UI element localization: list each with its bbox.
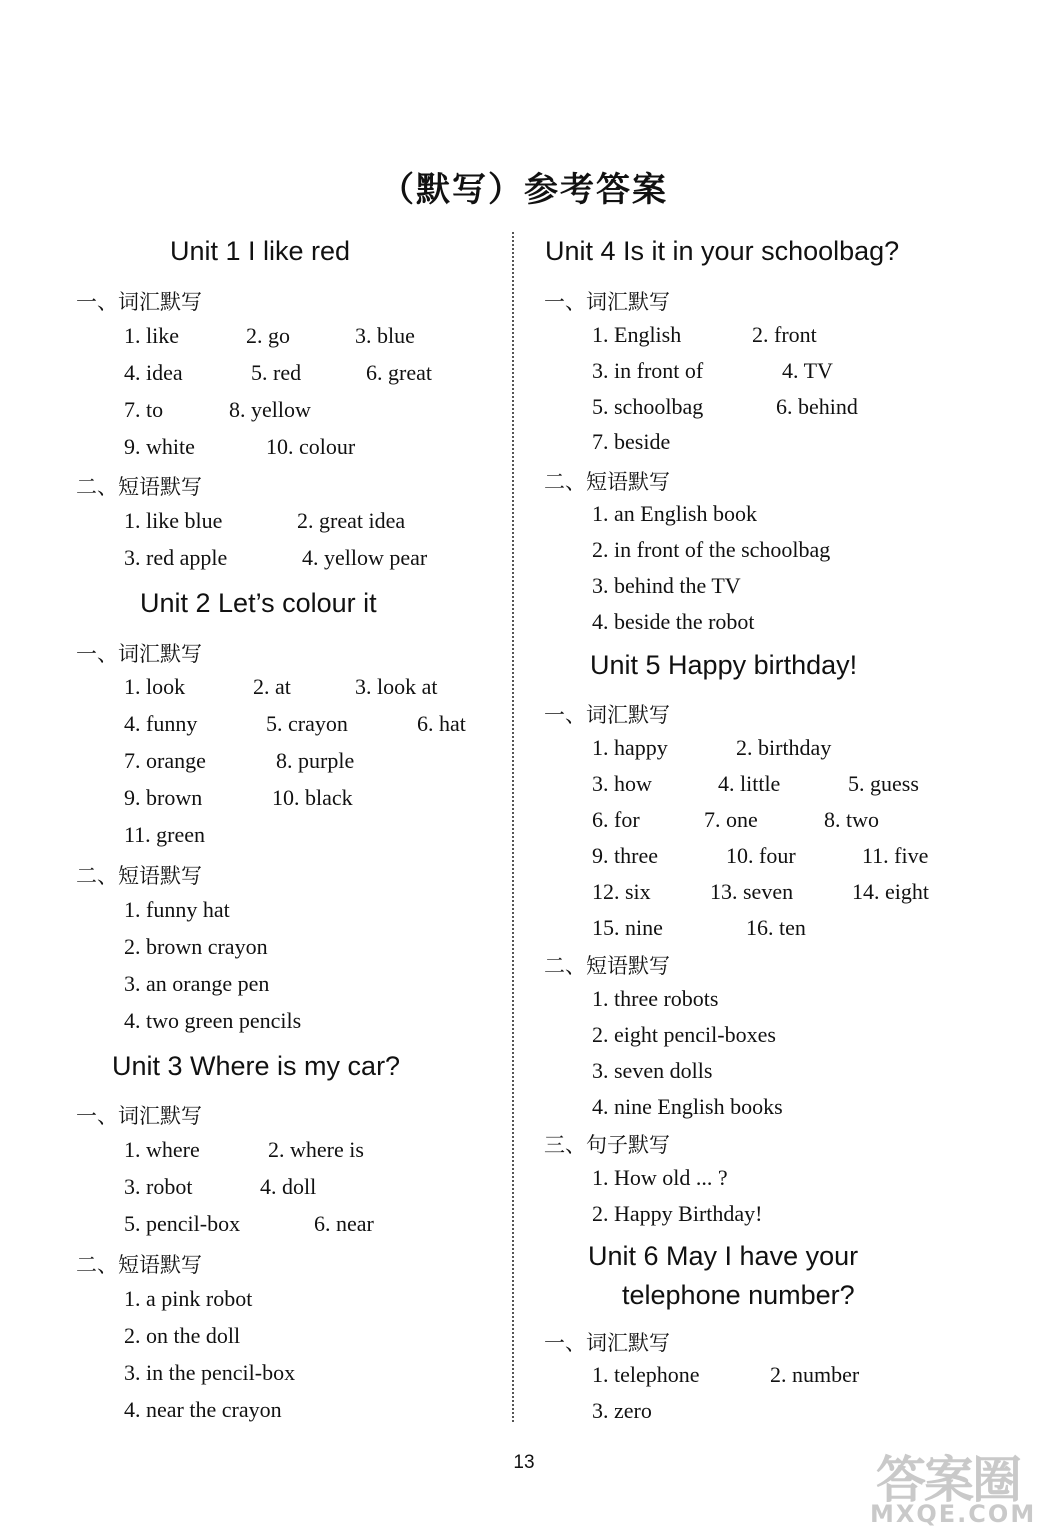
phrase-item: 4. two green pencils [124,1008,302,1033]
vocab-item: 13. seven [710,879,794,904]
vocab-item: 11. green [124,822,206,847]
vocab-item: 9. brown [124,785,203,810]
phrase-item: 4. beside the robot [592,609,755,634]
unit-5-sentence-heading: 三、句子默写 [544,1133,670,1157]
phrase-item: 2. on the doll [124,1323,241,1348]
vocab-item: 4. doll [260,1174,317,1199]
unit-3-title: Unit 3 Where is my car? [112,1051,401,1081]
vocab-item: 8. two [824,807,879,832]
unit-3-vocab-heading: 一、词汇默写 [76,1104,202,1128]
vocab-item: 9. white [124,434,195,459]
vocab-item: 7. to [124,397,164,422]
vocab-item: 8. yellow [229,397,311,422]
phrase-item: 2. in front of the schoolbag [592,537,831,562]
unit-6-title-continued: telephone number? [622,1280,855,1310]
phrase-item: 1. an English book [592,501,757,526]
unit-4-phrase-heading: 二、短语默写 [544,470,670,494]
phrase-item: 3. behind the TV [592,573,741,598]
page-number: 13 [513,1452,535,1473]
vocab-item: 4. idea [124,360,183,385]
phrase-item: 4. yellow pear [302,545,428,570]
vocab-item: 7. orange [124,748,206,773]
vocab-item: 7. one [704,807,758,832]
vocab-item: 2. at [253,674,291,699]
phrase-item: 4. near the crayon [124,1397,282,1422]
vocab-item: 8. purple [276,748,355,773]
watermark-url: MXQE.COM [870,1500,1037,1528]
vocab-item: 9. three [592,843,658,868]
unit-1-title: Unit 1 I like red [170,236,351,266]
unit-1-vocab-heading: 一、词汇默写 [76,290,202,314]
vocab-item: 2. where is [268,1137,364,1162]
vocab-item: 14. eight [852,879,929,904]
vocab-item: 3. blue [355,323,415,348]
vocab-item: 3. look at [355,674,438,699]
phrase-item: 1. funny hat [124,897,230,922]
page-title: （默写）参考答案 [380,170,668,210]
vocab-item: 6. for [592,807,640,832]
vocab-item: 2. number [770,1362,860,1387]
unit-1-phrase-heading: 二、短语默写 [76,475,202,499]
vocab-item: 1. happy [592,735,668,760]
phrase-item: 2. eight pencil-boxes [592,1022,776,1047]
phrase-item: 2. great idea [297,508,406,533]
vocab-item: 1. look [124,674,186,699]
phrase-item: 1. like blue [124,508,223,533]
vocab-item: 16. ten [746,915,806,940]
vocab-item: 3. in front of [592,358,704,383]
phrase-item: 3. seven dolls [592,1058,713,1083]
unit-2-phrase-heading: 二、短语默写 [76,864,202,888]
vocab-item: 2. front [752,322,817,347]
vocab-item: 3. robot [124,1174,193,1199]
unit-6-title: Unit 6 May I have your [588,1241,859,1271]
unit-5-title: Unit 5 Happy birthday! [590,650,858,680]
watermark-logo: 答案圈 [876,1451,1020,1509]
unit-4-vocab-heading: 一、词汇默写 [544,290,670,314]
vocab-item: 1. telephone [592,1362,700,1387]
unit-5-phrase-heading: 二、短语默写 [544,954,670,978]
vocab-item: 10. black [272,785,353,810]
phrase-item: 4. nine English books [592,1094,783,1119]
vocab-item: 5. crayon [266,711,348,736]
vocab-item: 1. English [592,322,682,347]
vocab-item: 5. pencil-box [124,1211,241,1236]
vocab-item: 6. hat [417,711,466,736]
vocab-item: 15. nine [592,915,663,940]
phrase-item: 2. brown crayon [124,934,268,959]
vocab-item: 6. great [366,360,432,385]
unit-4-title: Unit 4 Is it in your schoolbag? [545,236,900,266]
vocab-item: 10. colour [266,434,356,459]
phrase-item: 1. a pink robot [124,1286,253,1311]
column-divider [512,232,514,1422]
vocab-item: 6. near [314,1211,374,1236]
vocab-item: 5. red [251,360,302,385]
vocab-item: 4. funny [124,711,198,736]
vocab-item: 1. like [124,323,179,348]
unit-2-title: Unit 2 Let’s colour it [140,588,377,618]
vocab-item: 1. where [124,1137,200,1162]
unit-3-phrase-heading: 二、短语默写 [76,1253,202,1277]
phrase-item: 1. three robots [592,986,719,1011]
unit-2-vocab-heading: 一、词汇默写 [76,642,202,666]
vocab-item: 10. four [726,843,796,868]
phrase-item: 3. an orange pen [124,971,270,996]
sentence-item: 2. Happy Birthday! [592,1201,763,1226]
unit-5-vocab-heading: 一、词汇默写 [544,703,670,727]
vocab-item: 11. five [862,843,929,868]
vocab-item: 4. TV [782,358,833,383]
vocab-item: 5. guess [848,771,919,796]
vocab-item: 3. zero [592,1398,652,1423]
vocab-item: 2. go [246,323,290,348]
sentence-item: 1. How old ... ? [592,1165,728,1190]
phrase-item: 3. in the pencil-box [124,1360,296,1385]
unit-6-vocab-heading: 一、词汇默写 [544,1331,670,1355]
vocab-item: 4. little [718,771,781,796]
phrase-item: 3. red apple [124,545,228,570]
vocab-item: 6. behind [776,394,858,419]
vocab-item: 5. schoolbag [592,394,704,419]
vocab-item: 3. how [592,771,652,796]
vocab-item: 7. beside [592,429,671,454]
vocab-item: 2. birthday [736,735,832,760]
vocab-item: 12. six [592,879,651,904]
